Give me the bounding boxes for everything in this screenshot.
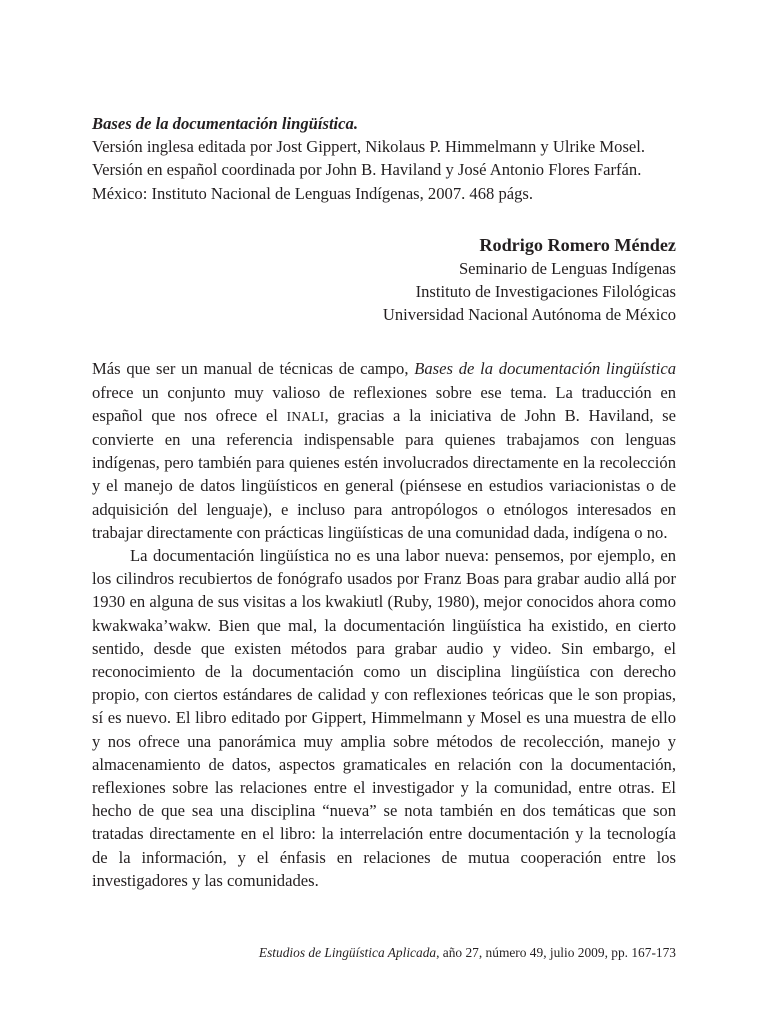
book-title: Bases de la documentación lingüística. bbox=[92, 114, 358, 133]
affiliation-university: Universidad Nacional Autónoma de México bbox=[382, 305, 676, 325]
footer-journal: Estudios de Lingüística Aplicada bbox=[258, 945, 437, 960]
p1-inali-smallcaps: INALI bbox=[286, 408, 325, 424]
affiliation-institute: Instituto de Investigaciones Filológicas bbox=[415, 282, 676, 302]
review-body bbox=[92, 357, 676, 892]
p1-book-title-italic: Bases de la documentación lingüística bbox=[414, 359, 676, 379]
p1-text-e: , gracias a la iniciativa de John B. Haviland, se convierte en una referencia indispensable para quienes trabajamos con lenguas indígenas, pero también para quienes estén involucrados directamente en la recolección y el manejo de datos lingüísticos en general (piénsese en estudios variacionistas o de adquisición del lenguaje), e incluso para antropólogos o etnólogos interesados en trabajar directamente con prácticas lingüísticas de una comunidad dada, indígena o no. bbox=[92, 405, 676, 542]
p1-text-c: ofrece un conjunto muy valioso de reflexiones sobre ese tema. La traducción en español que nos ofrece el bbox=[92, 382, 676, 425]
affiliation-seminar: Seminario de Lenguas Indígenas bbox=[458, 258, 676, 278]
paragraph-1 bbox=[92, 357, 676, 544]
author-block bbox=[92, 233, 676, 327]
book-details: Versión inglesa editada por Jost Gippert, Nikolaus P. Himmelmann y Ulrike Mosel. Versión en español coordinada por John B. Haviland y José Antonio Flores Farfán. México: Instituto Nacional de Lenguas Indígenas, 2007. 468 págs. bbox=[92, 137, 646, 203]
footer-citation: , año 27, número 49, julio 2009, pp. 167-173 bbox=[436, 945, 676, 960]
page-footer bbox=[259, 944, 676, 962]
paragraph-2: La documentación lingüística no es una labor nueva: pensemos, por ejemplo, en los cilindros recubiertos de fonógrafo usados por Franz Boas para grabar audio allá por 1930 en alguna de sus visitas a los kwakiutl (Ruby, 1980), mejor conocidos ahora como kwakwaka’wakw. Bien que mal, la documentación lingüística ha existido, en cierto sentido, desde que existen métodos para grabar audio y video. Sin embargo, el reconocimiento de la documentación como un disciplina lingüística con derecho propio, con ciertos estándares de calidad y con reflexiones teóricas que le son propias, sí es nuevo. El libro editado por Gippert, Himmelmann y Mosel es una muestra de ello y nos ofrece una panorámica muy amplia sobre métodos de recolección, manejo y almacenamiento de datos, aspectos gramaticales en relación con la documentación, reflexiones sobre las relaciones entre el investigador y la comunidad, entre otras. El hecho de que sea una disciplina “nueva” se nota también en dos temáticas que son tratadas directamente en el libro: la interrelación entre documentación y la tecnología de la información, y el énfasis en relaciones de mutua cooperación entre los investigadores y las comunidades. bbox=[92, 546, 676, 890]
page-content bbox=[92, 112, 676, 892]
book-reference bbox=[92, 112, 676, 205]
p1-text-a: Más que ser un manual de técnicas de campo, bbox=[92, 359, 415, 379]
author-name: Rodrigo Romero Méndez bbox=[479, 234, 676, 255]
